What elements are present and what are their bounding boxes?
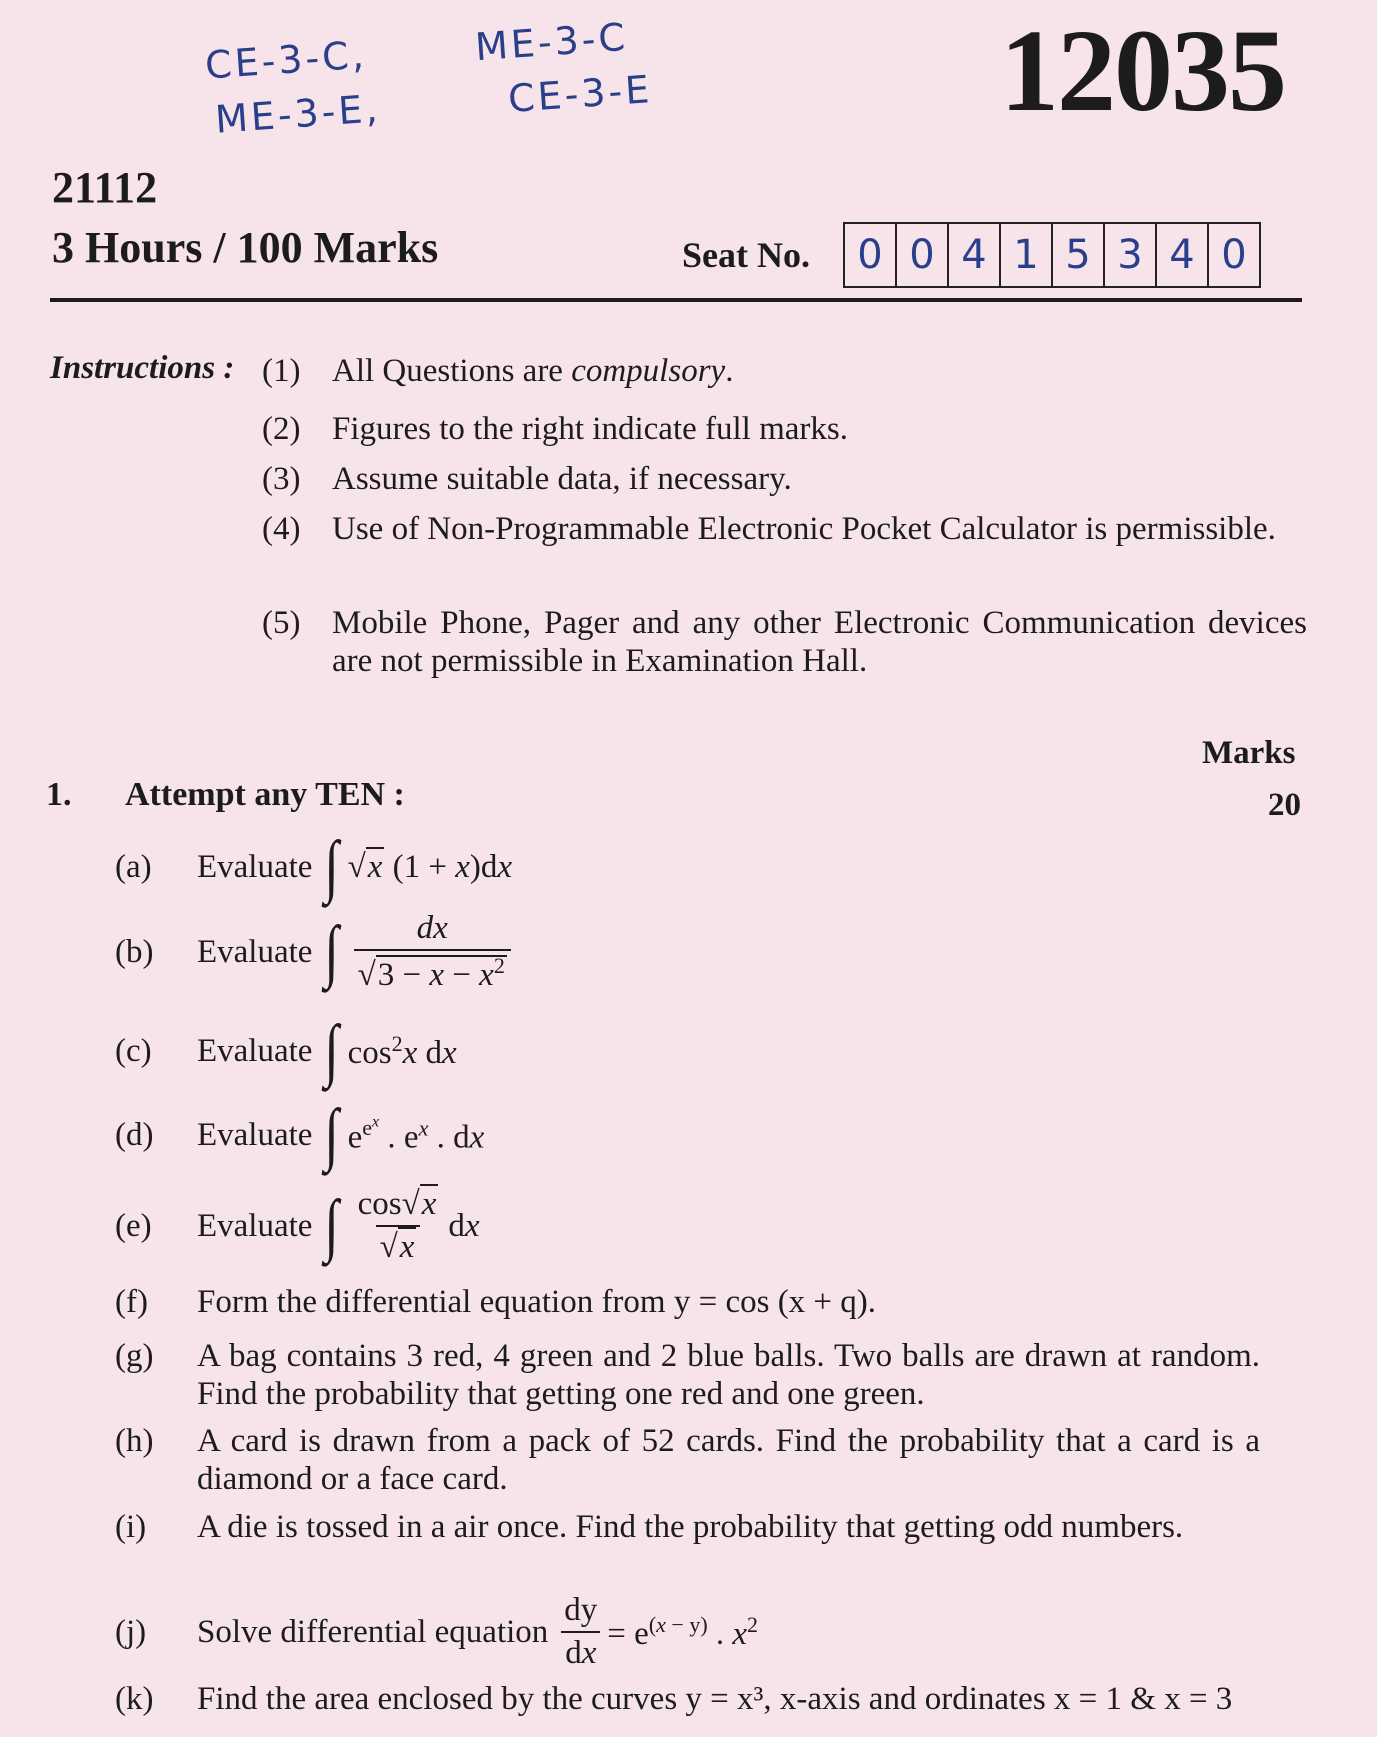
differential-e: dx: [448, 1207, 480, 1244]
evaluate-word: Evaluate: [197, 933, 313, 970]
equation-rhs-j: = $e^{(x - y)}$ . $x^2$: [607, 1611, 759, 1652]
item-text: Find the area enclosed by the curves y = x³, x-axis and ordinates x = 1 & x = 3: [197, 1681, 1233, 1717]
instruction-number: (3): [262, 461, 301, 497]
handwritten-code-2: ME-3-C: [473, 14, 630, 70]
seat-number-boxes: [843, 222, 1261, 288]
evaluate-word: Evaluate: [197, 1116, 313, 1153]
item-label: (g): [115, 1338, 154, 1374]
instruction-item: [262, 510, 1307, 548]
instruction-number: (5): [262, 605, 301, 641]
item-label: (i): [115, 1509, 147, 1545]
seat-digit: 4: [949, 224, 1001, 286]
seat-digit: 4: [1157, 224, 1209, 286]
instruction-text-end: .: [725, 353, 734, 389]
subject-code: 21112: [52, 163, 158, 212]
instruction-text: All Questions are: [332, 353, 572, 389]
item-text: A die is tossed in a air once. Find the probability that getting odd numbers.: [197, 1509, 1184, 1545]
item-label: (d): [115, 1116, 154, 1153]
seat-digit: 0: [1221, 232, 1247, 278]
item-label: (k): [115, 1681, 154, 1717]
item-text: A bag contains 3 red, 4 green and 2 blue balls. Two balls are drawn at random. Find the probability that getting one red and one green.: [197, 1338, 1260, 1412]
integral-sign: ∫: [324, 1012, 340, 1089]
item-label: (h): [115, 1423, 154, 1459]
integrand-d: $e^{e^x}$ . $e^x$ . dx: [347, 1113, 485, 1156]
item-label: (b): [115, 933, 154, 970]
question-item-i: [115, 1508, 1260, 1546]
seat-digit: 0: [897, 224, 949, 286]
item-label: (e): [115, 1207, 152, 1244]
instruction-emphasis: compulsory: [571, 353, 726, 389]
integral-sign: ∫: [324, 1096, 340, 1173]
paper-code: 12035: [1000, 5, 1285, 136]
question-item-j: [115, 1592, 758, 1672]
seat-digit: 1: [1001, 224, 1053, 286]
question-item-d: [115, 1096, 485, 1173]
integral-sign: ∫: [324, 1187, 340, 1264]
question-item-c: [115, 1012, 457, 1089]
item-label: (j): [115, 1613, 147, 1650]
seat-digit: 3: [1105, 224, 1157, 286]
question-item-h: [115, 1422, 1260, 1498]
question-item-e: [115, 1186, 480, 1266]
item-text: Form the differential equation from y = cos (x + q).: [197, 1284, 877, 1320]
item-label: (f): [115, 1284, 148, 1320]
integral-sign: ∫: [324, 828, 340, 905]
evaluate-word: Evaluate: [197, 1207, 313, 1244]
question-marks: 20: [1268, 787, 1301, 823]
marks-header: Marks: [1202, 735, 1296, 771]
instruction-item: [262, 460, 1307, 498]
instruction-item: [262, 604, 1307, 680]
instruction-number: (1): [262, 353, 301, 389]
instruction-number: (4): [262, 511, 301, 547]
item-text: A card is drawn from a pack of 52 cards. Find the probability that a card is a diamond or a face card.: [197, 1423, 1260, 1497]
instruction-item: [262, 352, 1307, 390]
instruction-text: Use of Non-Programmable Electronic Pocket Calculator is permissible.: [332, 511, 1276, 547]
question-item-k: [115, 1680, 1260, 1718]
instructions-label: Instructions :: [50, 350, 235, 386]
question-item-g: [115, 1337, 1260, 1413]
question-heading: Attempt any TEN :: [125, 776, 405, 813]
question-number: 1.: [46, 776, 72, 813]
handwritten-code-1: CE-3-C,: [203, 32, 369, 88]
integral-sign: ∫: [324, 913, 340, 990]
item-label: (a): [115, 848, 152, 885]
integrand-c: $\cos^2x$ dx: [347, 1030, 457, 1071]
fraction-b: $\frac{dx}{√3 - x - x^2}$: [354, 910, 511, 994]
header-divider: [50, 298, 1302, 302]
seat-label: Seat No.: [682, 235, 810, 275]
fraction-e: $\frac{\cos√x}{√x}$: [357, 1186, 437, 1265]
integrand-a: √x (1 + x)dx: [347, 848, 513, 885]
question-item-f: [115, 1283, 1260, 1321]
instruction-text: Figures to the right indicate full marks.: [332, 411, 848, 447]
handwritten-code-4: CE-3-E: [506, 67, 654, 121]
seat-digit: 0: [845, 224, 897, 286]
instruction-text: Mobile Phone, Pager and any other Electronic Communication devices are not permissible in Examination Hall.: [332, 605, 1307, 679]
seat-digit: 5: [1053, 224, 1105, 286]
instruction-text: Assume suitable data, if necessary.: [332, 461, 792, 497]
instruction-item: [262, 410, 1307, 448]
item-text: Solve differential equation: [197, 1613, 549, 1650]
fraction-j: $\frac{dy}{dx}$: [560, 1592, 601, 1672]
evaluate-word: Evaluate: [197, 848, 313, 885]
question-item-a: [115, 828, 513, 905]
instruction-number: (2): [262, 411, 301, 447]
handwritten-code-3: ME-3-E,: [213, 86, 382, 142]
item-label: (c): [115, 1032, 152, 1069]
duration-marks: 3 Hours / 100 Marks: [52, 223, 439, 272]
evaluate-word: Evaluate: [197, 1032, 313, 1069]
question-item-b: [115, 910, 517, 994]
